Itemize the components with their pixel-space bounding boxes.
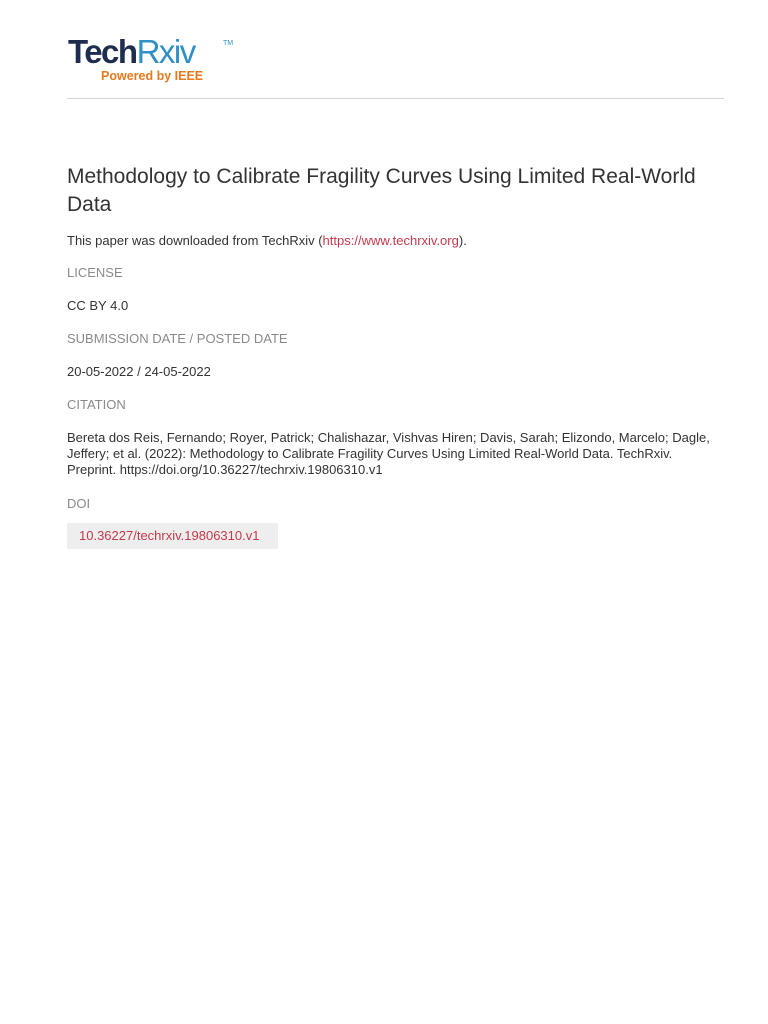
techrxiv-link[interactable]: https://www.techrxiv.org — [322, 233, 459, 248]
paper-title: Methodology to Calibrate Fragility Curves Using Limited Real-World Data — [67, 165, 696, 216]
logo-tech-text: Tech — [68, 33, 137, 70]
dates-label: SUBMISSION DATE / POSTED DATE — [67, 331, 288, 346]
license-label: LICENSE — [67, 265, 123, 280]
logo-trademark: TM — [223, 40, 234, 47]
dates-value: 20-05-2022 / 24-05-2022 — [67, 364, 211, 379]
doi-label: DOI — [67, 496, 91, 511]
download-notice-prefix: This paper was downloaded from TechRxiv ( — [67, 233, 323, 248]
citation-label: CITATION — [67, 397, 126, 412]
logo-wordmark — [68, 34, 195, 70]
license-link[interactable]: CC BY 4.0 — [67, 298, 129, 313]
logo-tagline: Powered by IEEE — [101, 69, 204, 83]
header-divider — [67, 98, 724, 99]
techrxiv-logo[interactable] — [68, 34, 238, 88]
logo-rxiv-text: Rxiv — [136, 33, 195, 70]
doi-link[interactable]: 10.36227/techrxiv.19806310.v1 — [67, 523, 278, 549]
download-notice-suffix: ). — [458, 233, 467, 248]
download-notice — [67, 233, 467, 249]
citation-text: Bereta dos Reis, Fernando; Royer, Patrick; Chalishazar, Vishvas Hiren; Davis, Sarah; Elizondo, Marcelo; Dagle, Jeffery; et al. (2022): Methodology to Calibrate Fragility Curves Using Limited Real-World Data. TechRxiv. Preprint. https://doi.org/10.36227/techrxiv.19806310.v1 — [67, 430, 710, 477]
